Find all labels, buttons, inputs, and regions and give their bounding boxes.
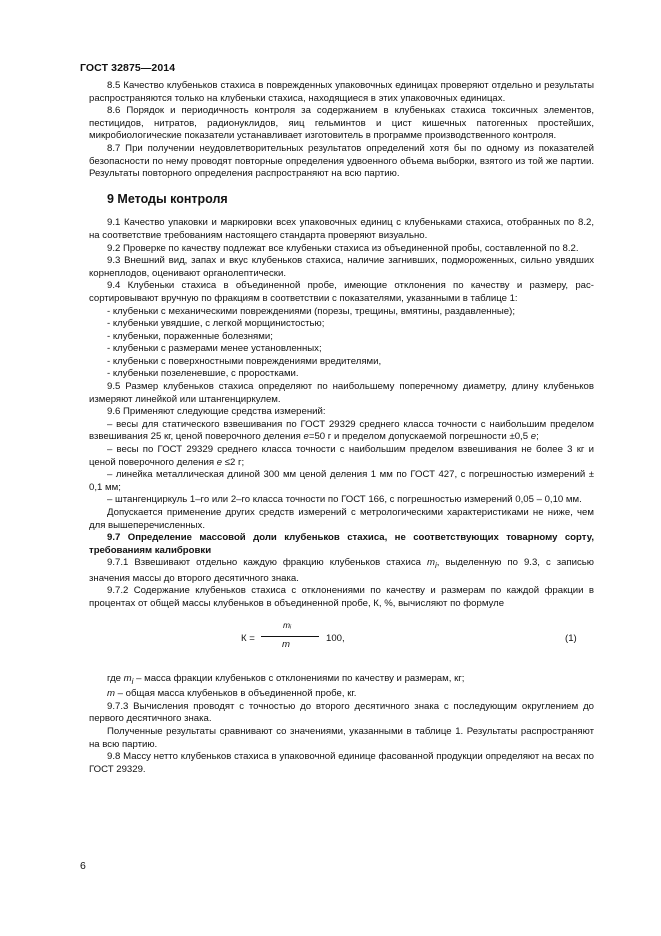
- instrument-ruler: – линейка металлическая длиной 300 мм ценой деления 1 мм по ГОСТ 427, с погрешностью измерений ± 0,1 мм;: [89, 469, 594, 493]
- instrument-scales-3kg: [89, 444, 594, 469]
- text-run: – весы для статического взвешивания по ГОСТ 29329 среднего класса точности с наибольшим пределом взвешивания 25 кг, ценой поверочного деления: [89, 418, 594, 443]
- formula-numerator: mᵢ: [283, 619, 292, 630]
- paragraph-9-1: 9.1 Качество упаковки и маркировки всех упаковочных единиц с клубеньками стахиса, отобранных по 8.2, на соответствие требованиям настоящего стандарта проверяют визуально.: [89, 217, 594, 241]
- text-run: ≤2 г;: [222, 456, 245, 468]
- instrument-scales-25kg: [89, 419, 594, 444]
- variable-mi: [124, 673, 134, 684]
- list-item: - клубеньки с механическими повреждениями (порезы, трещины, вмятины, раздавленные);: [107, 305, 515, 317]
- subsection-9-7-title: 9.7 Определение массовой доли клубеньков стахиса, не соответствующих товарному сорту, требованиям калибровки: [89, 532, 594, 556]
- list-item: - клубеньки, пораженные болезнями;: [107, 330, 273, 342]
- variable-mi: [426, 557, 437, 571]
- instruments-note: Допускается применение других средств измерений с метрологическими характеристиками не ниже, чем для вышеперечисленных.: [89, 507, 594, 531]
- paragraph-8-7: 8.7 При получении неудовлетворительных результатов определений хотя бы по одному из показателей безопасности по нему проводят повторные определения удвоенного объема выборки, взятого из той же партии. Результаты повторного определения распространяют на всю партию.: [89, 142, 594, 180]
- fraction-bar: [261, 636, 319, 637]
- text-run: – весы по ГОСТ 29329 среднего класса точности с наибольшим пределом взвешивания не более 3 кг и ценой поверочного деления: [89, 444, 594, 468]
- list-item: - клубеньки увядшие, с легкой морщинистостью;: [107, 318, 325, 330]
- variable-e: е: [303, 431, 309, 443]
- text-run: 9.7.1 Взвешивают отдельно каждую фракцию клубеньков стахиса: [107, 557, 427, 569]
- variable-e: е: [530, 431, 537, 443]
- standard-header: ГОСТ 32875—2014: [80, 62, 176, 74]
- formula-multiplier: 100,: [326, 632, 345, 644]
- page-content: [89, 80, 594, 776]
- variable-m: m: [426, 557, 435, 569]
- subscript-i: i: [131, 676, 134, 686]
- text-run: , выделенную по 9.3, с записью значения массы до второго десятичного знака.: [89, 557, 594, 584]
- where-m: [89, 688, 594, 701]
- formula-number: (1): [565, 632, 577, 644]
- text-run: где: [107, 672, 124, 684]
- text-run: – масса фракции клубеньков с отклонениями по качеству и размерам, кг;: [133, 672, 465, 684]
- text-run: =50 г и пределом допускаемой погрешности ±0,5: [308, 431, 531, 443]
- list-item: - клубеньки позеленевшие, с проростками.: [107, 368, 299, 380]
- formula-denominator: m: [282, 638, 290, 650]
- page-number: 6: [80, 860, 86, 872]
- paragraph-9-8: 9.8 Массу нетто клубеньков стахиса в упаковочной единице фасованной продукции определяют на весах по ГОСТ 29329.: [89, 751, 594, 775]
- text-run: – общая масса клубеньков в объединенной пробе, кг.: [115, 688, 357, 700]
- where-mi: [89, 673, 594, 689]
- subscript-i: i: [434, 561, 437, 571]
- variable-e: е: [216, 456, 223, 468]
- variable-m: m: [123, 672, 132, 684]
- section-9-title: 9 Методы контроля: [107, 191, 228, 206]
- paragraph-8-5: 8.5 Качество клубеньков стахиса в поврежденных упаковочных единицах проверяют отдельно и результаты распространяются только на клубеньки стахиса, находящиеся в этих упаковочных единицах.: [89, 80, 594, 104]
- list-item: - клубеньки с поверхностными повреждениями вредителями,: [107, 355, 382, 367]
- paragraph-9-7-1: [89, 557, 594, 585]
- paragraph-9-4: 9.4 Клубеньки стахиса в объединенной пробе, имеющие отклонения по качеству и размеру, рассортировывают вручную по фракциям в соответствии с показателями, указанными в таблице 1:: [89, 280, 594, 304]
- paragraph-9-3: 9.3 Внешний вид, запах и вкус клубеньков стахиса, наличие загнивших, подмороженных, сильно увядших корнеплодов, оценивают органолептически.: [89, 255, 594, 279]
- instrument-caliper: – штангенциркуль 1–го или 2–го класса точности по ГОСТ 166, с погрешностью измерений 0,05 – 0,10 мм.: [107, 494, 582, 506]
- formula-1: [89, 619, 594, 663]
- text-run: ;: [536, 431, 539, 443]
- paragraph-9-5: 9.5 Размер клубеньков стахиса определяют по наибольшему поперечному диаметру, длину клубеньков измеряют линейкой или штангенциркулем.: [89, 381, 594, 405]
- paragraph-9-2: 9.2 Проверке по качеству подлежат все клубеньки стахиса из объединенной пробы, составленной по 8.2.: [107, 242, 579, 254]
- paragraph-9-7-3: 9.7.3 Вычисления проводят с точностью до второго десятичного знака с последующим округлением до первого десятичного знака.: [89, 700, 594, 725]
- paragraph-9-6: 9.6 Применяют следующие средства измерений:: [107, 406, 326, 418]
- variable-m: m: [107, 688, 115, 700]
- paragraph-9-7-2: 9.7.2 Содержание клубеньков стахиса с отклонениями по качеству и размерам по каждой фракции в процентах от общей массы клубеньков в объединенной пробе, К, %, вычисляют по формуле: [89, 585, 594, 610]
- paragraph-8-6: 8.6 Порядок и периодичность контроля за содержанием в клубеньках стахиса токсичных элементов, пестицидов, нитратов, радионуклидов, яиц гельминтов и цист кишечных патогенных простейших, микробиологические показатели устанавливает изготовитель в программе производственного контроля.: [89, 105, 594, 142]
- formula-lhs: К =: [241, 632, 255, 644]
- paragraph-9-7-3-results: Полученные результаты сравнивают со значениями, указанными в таблице 1. Результаты распространяют на всю партию.: [89, 725, 594, 750]
- list-item: - клубеньки с размерами менее установленных;: [107, 343, 322, 355]
